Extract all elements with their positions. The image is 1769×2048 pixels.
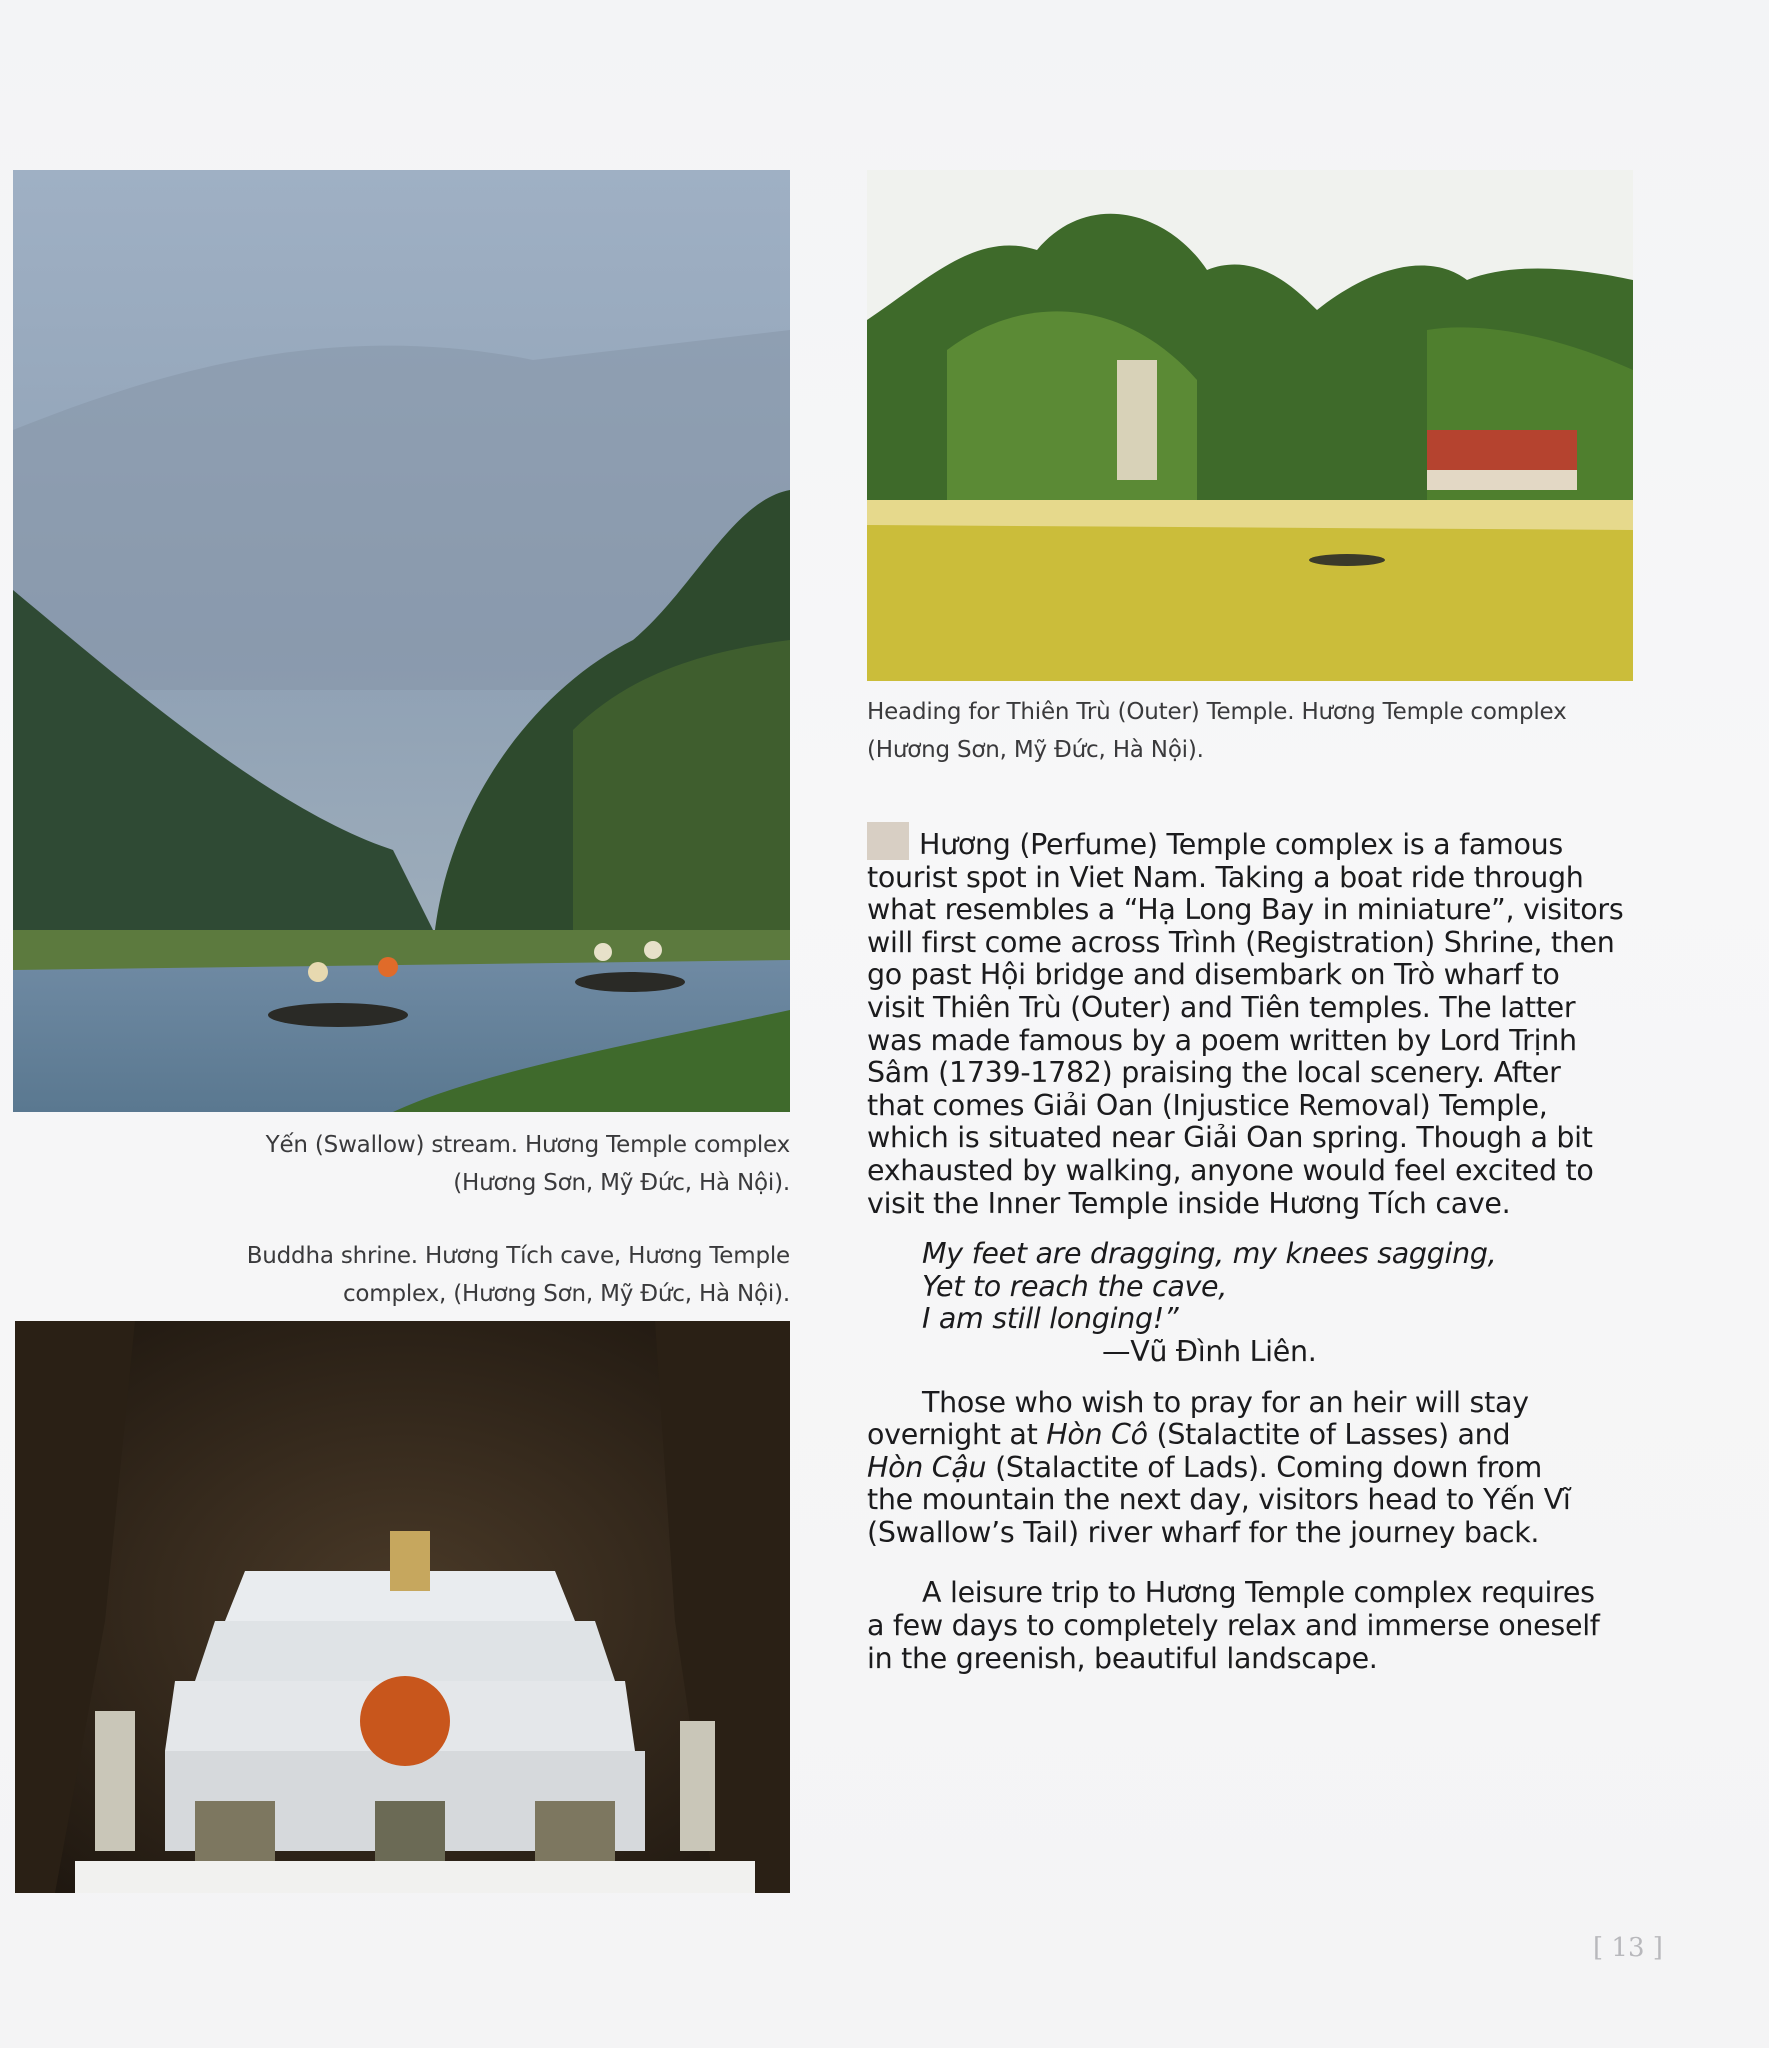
caption-line: (Hương Sơn, Mỹ Đức, Hà Nội). [867,737,1204,763]
text-line: exhausted by walking, anyone would feel excited to [867,1153,1594,1187]
text-line: (Swallow’s Tail) river wharf for the journey back. [867,1515,1540,1549]
caption-line: (Hương Sơn, Mỹ Đức, Hà Nội). [453,1170,790,1196]
text-line: what resembles a “Hạ Long Bay in miniature”, visitors [867,893,1624,927]
paragraph-leisure [867,1577,1657,1675]
paragraph-heir [867,1387,1657,1550]
text-line: Sâm (1739-1782) praising the local scenery. After [867,1056,1561,1090]
photo-buddha-shrine [15,1321,790,1893]
caption-line: Heading for Thiên Trù (Outer) Temple. Hương Temple complex [867,699,1567,725]
text-line: the mountain the next day, visitors head to Yến Vĩ [867,1483,1571,1517]
caption-line: Buddha shrine. Hương Tích cave, Hương Temple [246,1243,790,1269]
article-body [867,822,1657,1675]
text-line: tourist spot in Viet Nam. Taking a boat ride through [867,860,1584,894]
text-line: go past Hội bridge and disembark on Trò wharf to [867,958,1560,992]
text-line: visit Thiên Trù (Outer) and Tiên temples. The latter [867,990,1576,1024]
caption-line: Yến (Swallow) stream. Hương Temple complex [265,1132,790,1158]
poem-line: Yet to reach the cave, [922,1269,1228,1303]
text-line: which is situated near Giải Oan spring. Though a bit [867,1121,1593,1155]
text-line [867,1452,1657,1485]
photo-yen-stream [13,170,790,1112]
text-line: that comes Giải Oan (Injustice Removal) Temple, [867,1088,1548,1122]
poem-quote [867,1238,1657,1368]
caption-yen-stream [190,1126,790,1202]
poem-line: My feet are dragging, my knees sagging, [922,1237,1497,1271]
text-span: (Stalactite of Lads). Coming down from [986,1450,1543,1484]
paragraph-intro [867,822,1657,1220]
text-line: A leisure trip to Hương Temple complex requires [922,1576,1595,1610]
text-line: Those who wish to pray for an heir will stay [922,1385,1529,1419]
text-line: in the greenish, beautiful landscape. [867,1641,1378,1675]
page-number: [ 13 ] [1593,1933,1663,1963]
text-span: overnight at [867,1418,1047,1452]
text-line [867,1419,1657,1452]
caption-buddha-shrine [190,1237,790,1313]
hon-co-term: Hòn Cô [1046,1418,1148,1452]
caption-thien-tru [867,693,1567,769]
caption-line: complex, (Hương Sơn, Mỹ Đức, Hà Nội). [342,1281,790,1307]
text-span: (Stalactite of Lasses) and [1147,1418,1511,1452]
hon-cau-term: Hòn Cậu [867,1450,987,1484]
text-line: was made famous by a poem written by Lord Trịnh [867,1023,1577,1057]
text-line: a few days to completely relax and immerse oneself [867,1609,1600,1643]
text-line: Hương (Perfume) Temple complex is a famous [919,828,1563,861]
poem-author: —Vũ Đình Liên. [1102,1334,1317,1368]
photo-thien-tru-temple [867,170,1633,681]
text-line: visit the Inner Temple inside Hương Tích cave. [867,1186,1511,1220]
text-line: will first come across Trình (Registration) Shrine, then [867,925,1615,959]
poem-line: I am still longing!” [922,1302,1179,1336]
drop-cap-block [867,822,909,860]
